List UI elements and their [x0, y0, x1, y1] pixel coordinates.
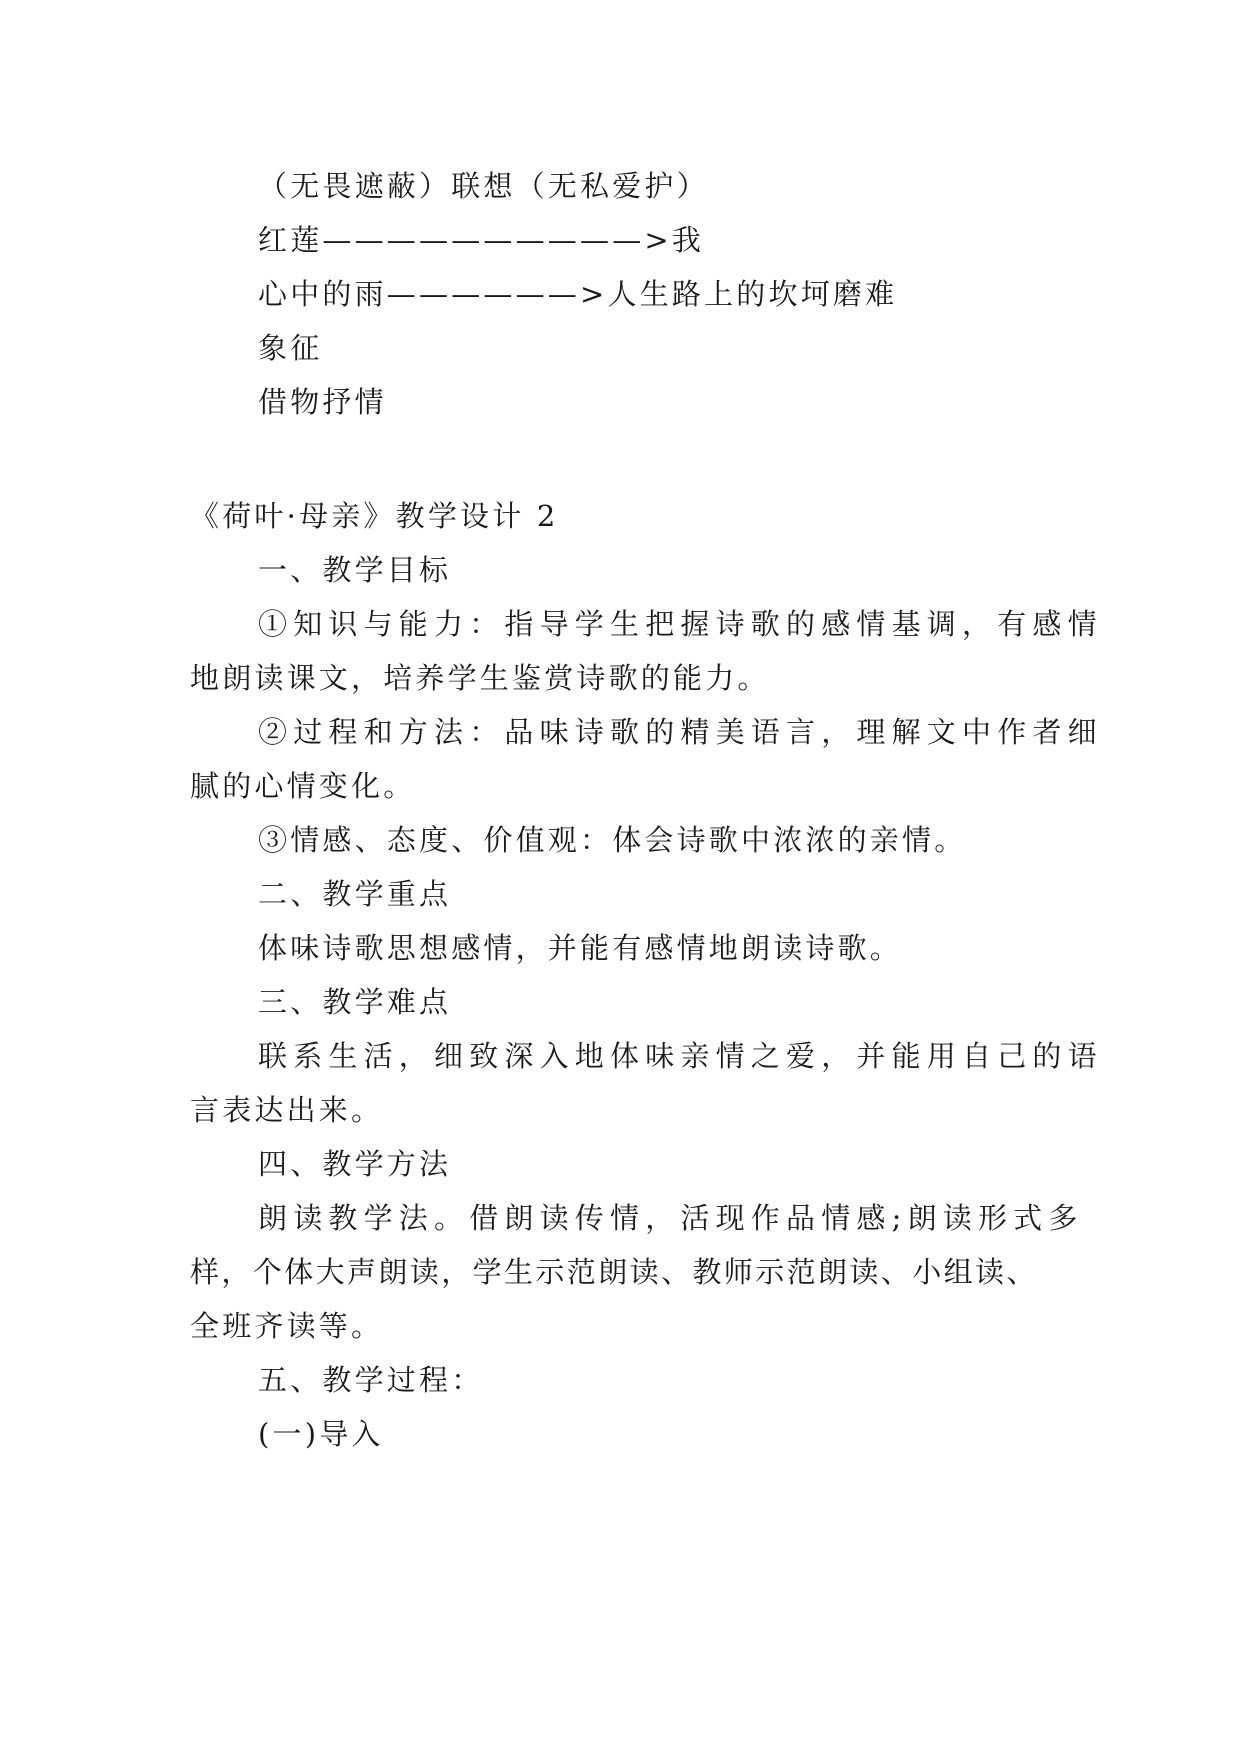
- goal-2-line-1: ②过程和方法：品味诗歌的精美语言，理解文中作者细: [258, 715, 1103, 749]
- goal-2-line-2: 腻的心情变化。: [190, 769, 416, 803]
- method-heading: 四、教学方法: [258, 1147, 452, 1181]
- expression-line: 借物抒情: [258, 385, 387, 419]
- focus-heading: 二、教学重点: [258, 877, 452, 911]
- goal-1-line-2: 地朗读课文，培养学生鉴赏诗歌的能力。: [190, 661, 770, 695]
- goal-3: ③情感、态度、价值观：体会诗歌中浓浓的亲情。: [258, 823, 967, 857]
- goal-1-line-1: ①知识与能力：指导学生把握诗歌的感情基调，有感情: [258, 607, 1103, 641]
- section-title: 《荷叶·母亲》教学设计 2: [190, 499, 559, 533]
- symbol-line: 象征: [258, 331, 323, 365]
- goals-heading: 一、教学目标: [258, 553, 452, 587]
- focus-text: 体味诗歌思想感情，并能有感情地朗读诗歌。: [258, 931, 903, 965]
- difficulty-line-2: 言表达出来。: [190, 1093, 384, 1127]
- method-line-2: 样，个体大声朗读，学生示范朗读、教师示范朗读、小组读、: [190, 1255, 1038, 1289]
- difficulty-heading: 三、教学难点: [258, 985, 452, 1019]
- association-line: （无畏遮蔽）联想（无私爱护）: [258, 169, 709, 203]
- process-step-intro: (一)导入: [258, 1417, 384, 1451]
- process-heading: 五、教学过程：: [258, 1363, 484, 1397]
- method-line-3: 全班齐读等。: [190, 1309, 384, 1343]
- difficulty-line-1: 联系生活，细致深入地体味亲情之爱，并能用自己的语: [258, 1039, 1103, 1073]
- rain-line: 心中的雨——————>人生路上的坎坷磨难: [258, 277, 898, 311]
- red-lotus-line: 红莲——————————>我: [258, 223, 705, 257]
- method-line-1: 朗读教学法。借朗读传情，活现作品情感;朗读形式多: [258, 1201, 1084, 1235]
